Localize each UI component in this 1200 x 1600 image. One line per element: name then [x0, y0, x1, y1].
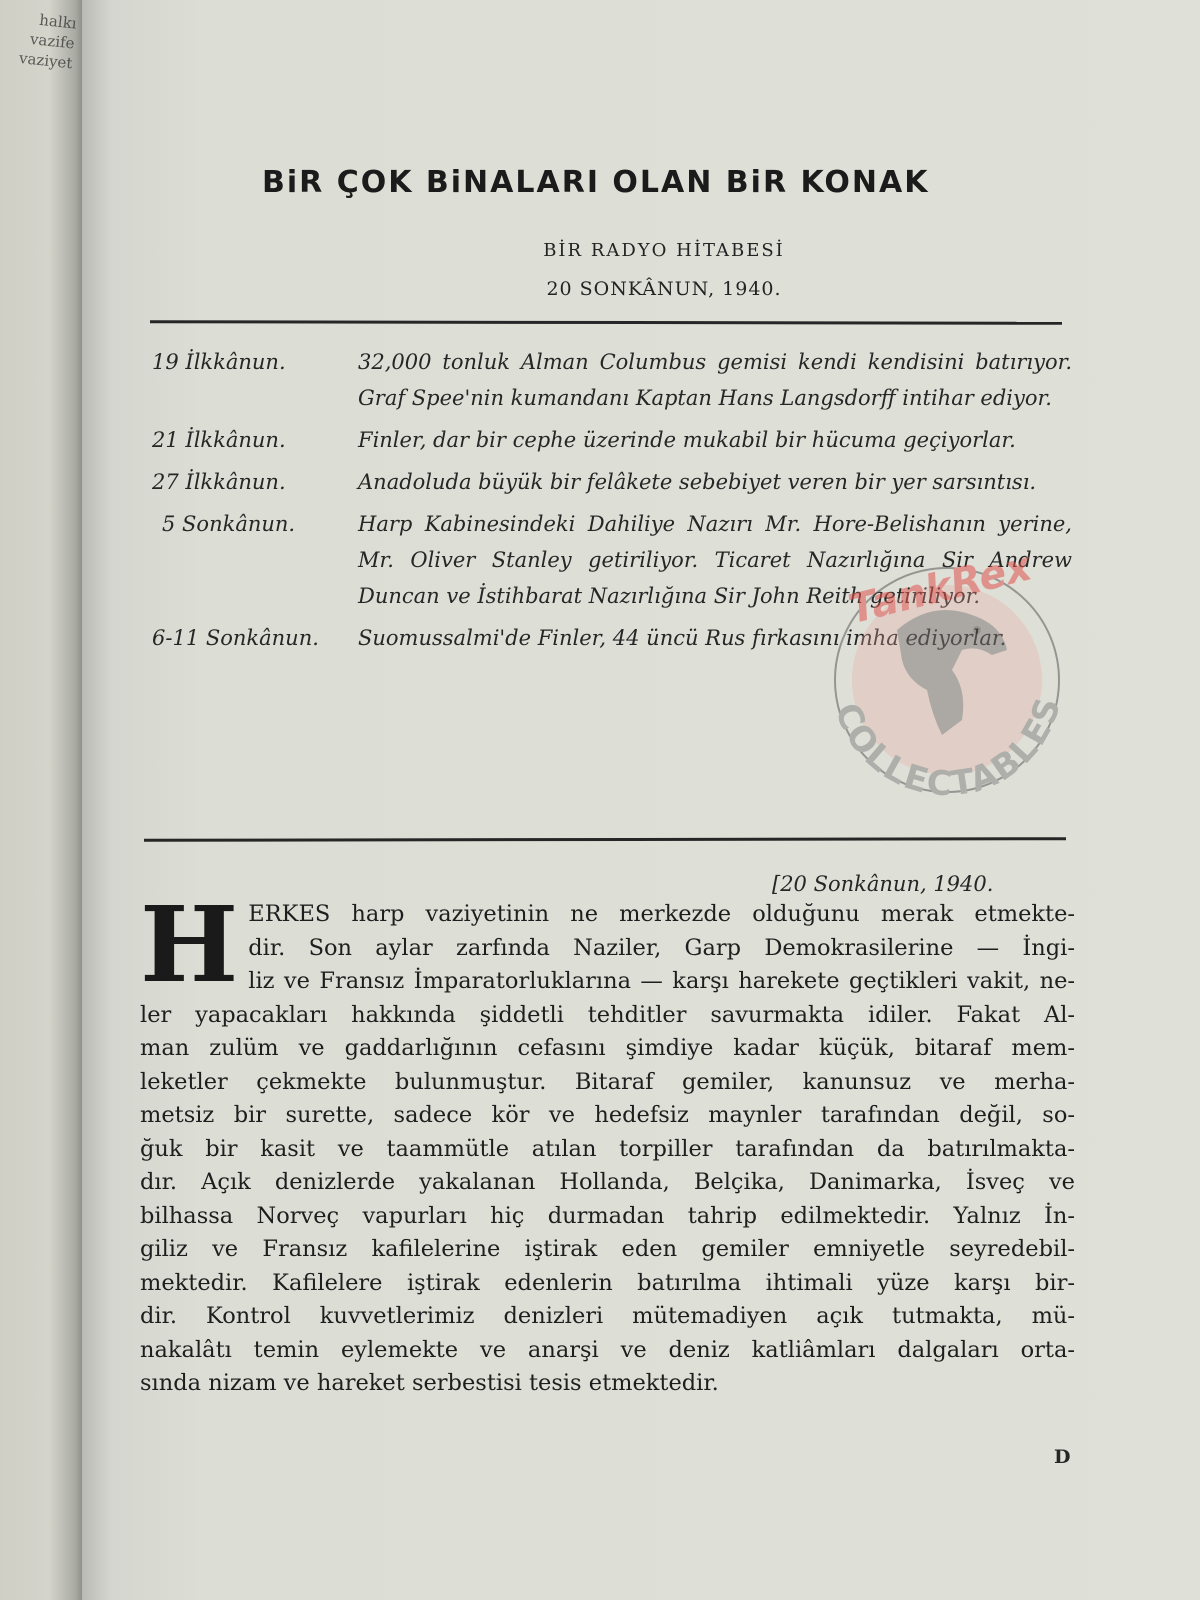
- body-line: metsiz bir surette, sadece kör ve hedefsiz maynler tarafından değil, so-: [140, 1102, 1075, 1128]
- body-line: dır. Açık denizlerde yakalanan Hollanda, Belçika, Danimarka, İsveç ve: [140, 1169, 1075, 1195]
- body-line: ğuk bir kasit ve taammütle atılan torpiller tarafından da batırılmakta-: [140, 1135, 1075, 1162]
- book-page: [82, 0, 1200, 1600]
- body-line: ler yapacakları hakkında şiddetli tehditler savurmakta idiler. Fakat Al-: [140, 1001, 1075, 1028]
- chronology-date: 5 Sonkânun.: [162, 512, 296, 536]
- bottom-divider: [144, 837, 1066, 842]
- chronology-entry: [152, 464, 1072, 500]
- chronology-text: Finler, dar bir cephe üzerinde mukabil bir hücuma geçiyorlar.: [358, 428, 1016, 452]
- body-line: giliz ve Fransız kafilelerine iştirak eden gemiler emniyetle seyredebil-: [140, 1236, 1075, 1262]
- body-line: mektedir. Kafilelere iştirak edenlerin batırılma ihtimali yüze karşı bir-: [140, 1269, 1075, 1296]
- chronology-text: Suomussalmi'de Finler, 44 üncü Rus fırkasını imha ediyorlar.: [358, 626, 1007, 650]
- chronology-text: 32,000 tonluk Alman Columbus gemisi kendi kendisini batırıyor. Graf Spee'nin kumandanı Kaptan Hans Langsdorff intihar ediyor.: [358, 350, 1072, 410]
- chronology-text: Harp Kabinesindeki Dahiliye Nazırı Mr. Hore-Belishanın yerine, Mr. Oliver Stanley getiriliyor. Ticaret Nazırlığına Sir Andrew Duncan ve İstihbarat Nazırlığına Sir John Reith getiriliyor.: [358, 512, 1072, 608]
- body-line: man zulüm ve gaddarlığının cefasını şimdiye kadar küçük, bitaraf mem-: [140, 1035, 1075, 1061]
- watermark-bottom-text: COLLECTABLES: [826, 691, 1070, 805]
- chronology-text: Anadoluda büyük bir felâkete sebebiyet veren bir yer sarsıntısı.: [358, 470, 1037, 494]
- body-line: leketler çekmekte bulunmuştur. Bitaraf gemiler, kanunsuz ve merha-: [140, 1068, 1075, 1095]
- drop-cap: H: [140, 883, 239, 1006]
- body-line: ERKES harp vaziyetinin ne merkezde olduğunu merak etmekte-: [248, 901, 1075, 927]
- chronology-date: 19 İlkkânun.: [152, 350, 286, 374]
- facing-page-edge: [0, 0, 82, 1600]
- chronology-entry: [152, 422, 1072, 458]
- speech-body: [140, 880, 1075, 1401]
- body-line: dir. Kontrol kuvvetlerimiz denizleri mütemadiyen açık tutmakta, mü-: [140, 1303, 1075, 1329]
- top-divider: [150, 320, 1062, 325]
- chapter-title: BiR ÇOK BiNALARI OLAN BiR KONAK: [262, 165, 930, 200]
- watermark-bottom-text-path: [826, 692, 1069, 805]
- body-line: bilhassa Norveç vapurları hiç durmadan tahrip edilmektedir. Yalnız İn-: [140, 1202, 1075, 1229]
- watermark-top-text: TankRex: [844, 543, 1037, 634]
- body-line: sında nizam ve hareket serbestisi tesis etmektedir.: [140, 1370, 719, 1396]
- chronology-date: 27 İlkkânun.: [152, 470, 286, 494]
- body-line: nakalâtı temin eylemekte ve anarşi ve deniz katliâmları dalgaları orta-: [140, 1336, 1075, 1363]
- signature-mark: D: [1054, 1446, 1071, 1468]
- chronology-date: 6-11 Sonkânun.: [152, 626, 319, 650]
- chronology-list: [152, 344, 1072, 662]
- chronology-entry: [152, 506, 1072, 614]
- facing-page-text: halkı vazife vaziyet: [18, 10, 78, 73]
- speech-dateline: [20 Sonkânun, 1940.: [772, 872, 994, 896]
- chronology-entry: [152, 620, 1072, 656]
- chronology-entry: [152, 344, 1072, 416]
- body-line: dir. Son aylar zarfında Naziler, Garp Demokrasilerine — İngi-: [248, 934, 1075, 961]
- chapter-date: 20 SONKÂNUN, 1940.: [546, 278, 782, 300]
- chronology-date: 21 İlkkânun.: [152, 428, 286, 452]
- body-line: liz ve Fransız İmparatorluklarına — karşı harekete geçtikleri vakit, ne-: [248, 968, 1075, 994]
- chapter-subtitle: BİR RADYO HİTABESİ: [543, 240, 785, 261]
